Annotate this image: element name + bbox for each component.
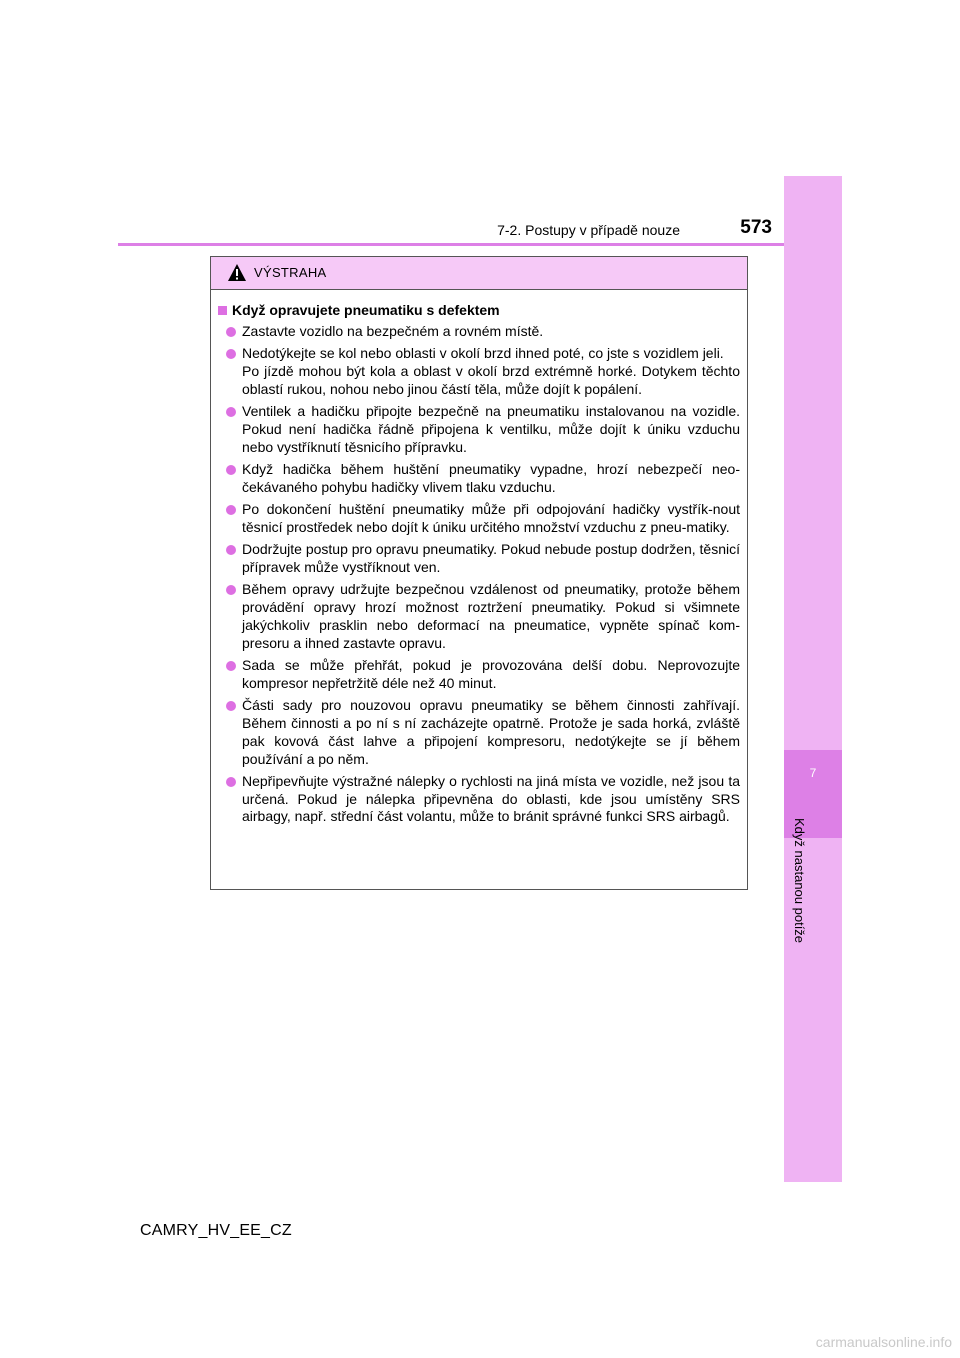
bullet-text: Ventilek a hadičku připojte bezpečně na pneumatiku instalovanou na vozidle. Pokud není hadička řádně připojena k ventilku, může dojít k úniku vzduchu nebo vystříknutí těsnicího přípravku. bbox=[242, 403, 740, 455]
bullet-list bbox=[218, 323, 740, 826]
round-bullet-icon bbox=[226, 349, 236, 359]
chapter-number: 7 bbox=[809, 766, 817, 780]
warning-bullet bbox=[218, 773, 740, 826]
warning-body bbox=[211, 290, 747, 826]
round-bullet-icon bbox=[226, 701, 236, 711]
bullet-text: Během opravy udržujte bezpečnou vzdálenost od pneumatiky, protože během provádění opravy hrozí možnost roztržení pneumatiky. Pokud si všimnete jakýchkoliv prasklin nebo deformací na pneumatice, vypněte spínač kom-presoru a ihned zastavte opravu. bbox=[242, 581, 740, 651]
bullet-text: Když hadička během huštění pneumatiky vypadne, hrozí nebezpečí neo-čekávaného pohybu hadičky vlivem tlaku vzduchu. bbox=[242, 461, 740, 495]
warning-bullet bbox=[218, 461, 740, 497]
bullet-text: Sada se může přehřát, pokud je provozována delší dobu. Neprovozujte kompresor nepřetržitě déle než 40 minut. bbox=[242, 657, 740, 691]
round-bullet-icon bbox=[226, 661, 236, 671]
warning-bullet bbox=[218, 403, 740, 456]
warning-bullet bbox=[218, 657, 740, 693]
warning-bullet bbox=[218, 345, 740, 398]
warning-box bbox=[210, 256, 748, 890]
bullet-text: Dodržujte postup pro opravu pneumatiky. Pokud nebude postup dodržen, těsnicí přípravek může vystříknout ven. bbox=[242, 541, 740, 576]
section-heading bbox=[218, 301, 740, 319]
warning-title: VÝSTRAHA bbox=[254, 265, 327, 280]
round-bullet-icon bbox=[226, 777, 236, 787]
page-number: 573 bbox=[740, 217, 772, 238]
warning-bullet bbox=[218, 501, 740, 537]
round-bullet-icon bbox=[226, 585, 236, 595]
round-bullet-icon bbox=[226, 327, 236, 337]
chapter-side-strip bbox=[784, 176, 842, 1182]
warning-triangle-icon bbox=[227, 263, 247, 282]
bullet-text: Po jízdě mohou být kola a oblast v okolí brzd extrémně horké. Dotykem těchto oblastí rukou, nohou nebo jinou částí těla, může dojít k popálení. bbox=[242, 363, 740, 397]
warning-header bbox=[211, 257, 747, 290]
bullet-text: Zastavte vozidlo na bezpečném a rovném místě. bbox=[242, 323, 544, 339]
bullet-text: Části sady pro nouzovou opravu pneumatiky se během činnosti zahřívají. Během činnosti a po ní s ní zacházejte opatrně. Protože je sada horká, zvláště pak kovová část lahve a připojení kompresoru, nedotýkejte se jí během používání a po něm. bbox=[242, 697, 740, 767]
chapter-title: Když nastanou potíže bbox=[792, 818, 807, 944]
watermark: carmanualsonline.info bbox=[815, 1334, 952, 1350]
warning-bullet bbox=[218, 541, 740, 577]
round-bullet-icon bbox=[226, 545, 236, 555]
round-bullet-icon bbox=[226, 505, 236, 515]
round-bullet-icon bbox=[226, 407, 236, 417]
warning-bullet bbox=[218, 697, 740, 768]
bullet-text: Po dokončení huštění pneumatiky může při odpojování hadičky vystřík-nout těsnicí prostředek nebo dojít k úniku určitého množství vzduchu z pneu-matiky. bbox=[242, 501, 740, 535]
bullet-text: Nedotýkejte se kol nebo oblasti v okolí brzd ihned poté, co jste s vozidlem jeli. bbox=[242, 345, 724, 362]
header-section-title: 7-2. Postupy v případě nouze bbox=[497, 222, 680, 238]
round-bullet-icon bbox=[226, 465, 236, 475]
header-rule bbox=[118, 243, 784, 246]
section-heading-text: Když opravujete pneumatiku s defektem bbox=[232, 302, 500, 318]
warning-bullet bbox=[218, 581, 740, 652]
warning-bullet bbox=[218, 323, 740, 341]
document-code: CAMRY_HV_EE_CZ bbox=[140, 1222, 292, 1239]
bullet-text: Nepřipevňujte výstražné nálepky o rychlosti na jiná místa ve vozidle, než jsou ta určená. Pokud je nálepka připevněna do oblasti, kde jsou umístěny SRS airbagy, např. střední část volantu, může to bránit správné funkci SRS airbagů. bbox=[242, 772, 740, 825]
square-bullet-icon bbox=[218, 306, 227, 315]
